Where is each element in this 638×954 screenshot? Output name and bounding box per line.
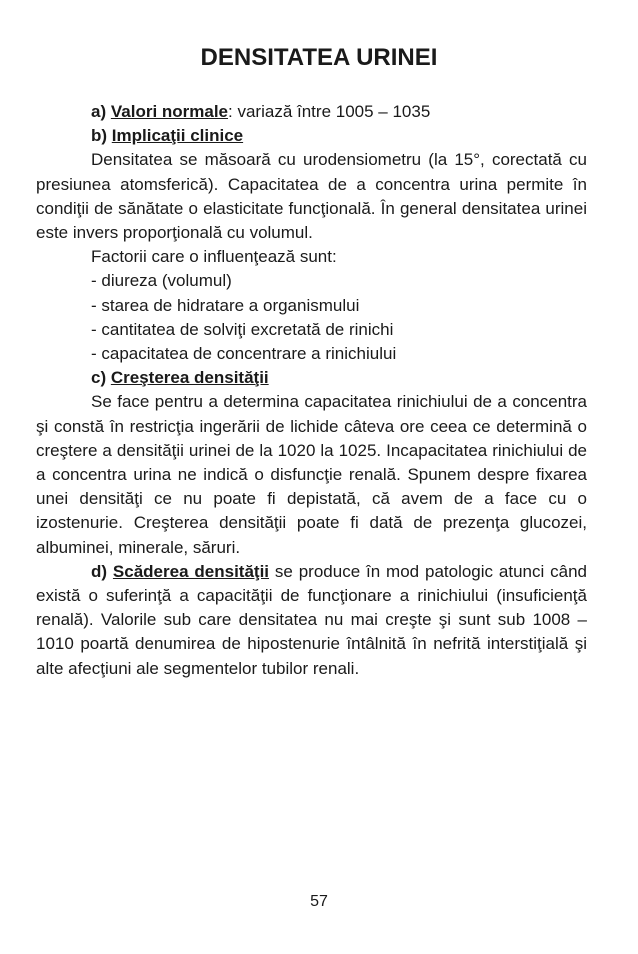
section-b-heading: Implicaţii clinice: [111, 126, 244, 146]
list-item: - starea de hidratare a organismului: [91, 295, 360, 315]
section-c-label: c): [91, 368, 107, 388]
list-item: - diureza (volumul): [91, 271, 232, 291]
factors-list: [36, 269, 587, 366]
section-a-label: a): [91, 102, 107, 121]
section-c-paragraph: Se face pentru a determina capacitatea rinichiului de a concentra şi constă în restricţia ingerării de lichide câteva ore ceea ce determină o creştere a densităţii urinei de la 1020 la 1025. Incapacitatea rinichiului de a concentra urina ne indică o disfuncţie renală. Spunem despre fixarea unei densităţi ce nu poate fi depistată, că avem de a face cu o izostenurie. Creşterea densităţii poate fi dată de prezenţa glucozei, albuminei, minerale, săruri.: [36, 392, 587, 557]
section-a: [36, 100, 587, 124]
factors-intro: Factorii care o influenţează sunt:: [91, 247, 337, 267]
section-b-title: [36, 124, 587, 148]
section-d-label: d): [91, 561, 108, 581]
section-d-heading: Scăderea densităţii: [112, 561, 270, 581]
section-c-title: [36, 366, 587, 390]
section-d-text: se produce în mod patologic atunci când există o suferinţă a capacităţii de funcţionare a rinichiului (insuficienţă renală). Valorile sub care densitatea nu mai creşte şi sunt sub 1008 – 1010 poartă denumirea de hipostenurie întâlnită în nefrită interstiţială şi alte afecţiuni ale segmentelor tubilor renali.: [36, 561, 587, 678]
list-item: - capacitatea de concentrare a rinichiului: [91, 344, 397, 364]
section-a-heading: Valori normale: [110, 102, 229, 121]
page-number: 57: [310, 893, 328, 910]
section-d: [36, 560, 587, 681]
page-title: DENSITATEA URINEI: [200, 44, 438, 71]
list-item: - cantitatea de solviţi excretată de rinichi: [91, 319, 394, 339]
section-b-paragraph: Densitatea se măsoară cu urodensiometru (la 15°, corectată cu presiunea atomsferică). Capacitatea de a concentra urina permite în condiţii de sănătate o elasticitate funcţională. În general densitatea urinei este invers proporţională cu volumul.: [36, 150, 587, 243]
section-b-label: b): [91, 126, 108, 146]
section-c-heading: Creşterea densităţii: [110, 368, 269, 388]
section-a-text: : variază între 1005 – 1035: [228, 102, 431, 121]
document-body: [36, 100, 587, 681]
